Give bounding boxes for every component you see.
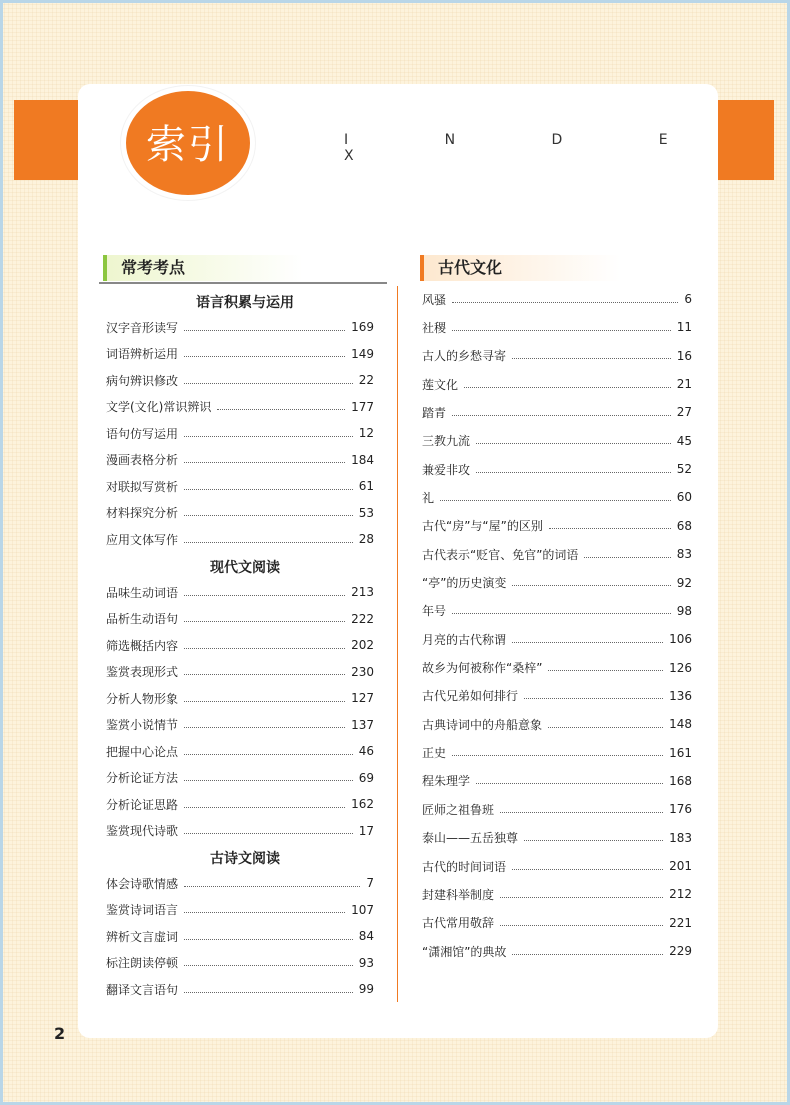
index-entry — [106, 424, 374, 442]
entry-page: 184 — [351, 452, 374, 467]
entry-label: 社稷 — [422, 320, 447, 335]
index-entry — [106, 318, 374, 336]
entry-label: 封建科举制度 — [422, 887, 495, 902]
dot-leader — [184, 595, 345, 596]
entry-label: “潇湘馆”的典故 — [422, 944, 507, 959]
entry-label: 程朱理学 — [422, 774, 471, 789]
index-entry — [422, 772, 692, 790]
entry-page: 201 — [669, 859, 692, 873]
index-entry — [422, 403, 692, 421]
index-subtitle: I N D E X — [344, 132, 714, 164]
entry-label: 匠师之祖鲁班 — [422, 802, 495, 817]
dot-leader — [184, 912, 345, 913]
index-entry — [422, 800, 692, 818]
entry-label: 兼爱非攻 — [422, 462, 471, 477]
index-entry — [422, 687, 692, 705]
index-entry — [422, 347, 692, 365]
entry-page: 68 — [676, 518, 692, 533]
entry-page: 92 — [676, 575, 692, 590]
index-entry — [106, 451, 374, 469]
entry-label: 鉴赏表现形式 — [106, 665, 179, 679]
entry-label: 古代“房”与“屋”的区别 — [422, 519, 543, 534]
index-entry — [106, 980, 374, 998]
entry-label: 风骚 — [422, 292, 447, 307]
subheading-modern-reading: 现代文阅读 — [210, 560, 280, 576]
entry-label: 标注朗读停顿 — [106, 956, 179, 970]
entry-page: 99 — [358, 982, 374, 996]
section-heading-left: 常考考点 — [103, 255, 303, 281]
index-entry — [422, 829, 692, 847]
subheading-classical-reading: 古诗文阅读 — [210, 851, 280, 867]
index-entry — [106, 345, 374, 363]
dot-leader — [452, 302, 678, 303]
index-entry — [106, 822, 374, 840]
index-entry — [106, 477, 374, 495]
entry-page: 137 — [351, 717, 374, 732]
entry-label: 汉字音形读写 — [106, 320, 179, 335]
entry-label: 莲文化 — [422, 377, 459, 392]
index-entry — [106, 530, 374, 548]
entry-page: 69 — [358, 770, 374, 785]
entry-label: 翻译文言语句 — [106, 982, 179, 997]
dot-leader — [184, 489, 353, 490]
index-entry — [106, 795, 374, 813]
entry-label: 辨析文言虚词 — [106, 929, 179, 944]
entry-page: 107 — [351, 902, 374, 917]
left-heading-rule — [99, 282, 387, 284]
entry-page: 202 — [351, 638, 374, 652]
dot-leader — [452, 613, 671, 614]
dot-leader — [184, 992, 353, 993]
entry-page: 16 — [676, 348, 692, 363]
entry-page: 98 — [676, 603, 692, 618]
dot-leader — [452, 755, 663, 756]
index-entry — [106, 636, 374, 654]
entry-label: 鉴赏小说情节 — [106, 718, 179, 732]
dot-leader — [476, 472, 671, 473]
entry-label: 月亮的古代称谓 — [422, 632, 507, 647]
index-entry — [106, 371, 374, 389]
index-entry — [422, 375, 692, 393]
index-entry — [106, 398, 374, 416]
entry-page: 52 — [676, 462, 692, 477]
dot-leader — [184, 754, 353, 755]
entry-page: 136 — [669, 688, 692, 703]
entry-page: 127 — [351, 691, 374, 705]
index-entry — [422, 460, 692, 478]
dot-leader — [217, 409, 345, 410]
index-entry — [422, 630, 692, 648]
entry-page: 213 — [351, 585, 374, 599]
dot-leader — [184, 965, 353, 966]
entry-page: 177 — [351, 399, 374, 414]
entry-page: 168 — [669, 773, 692, 788]
entry-page: 162 — [351, 797, 374, 811]
entry-label: 漫画表格分析 — [106, 453, 179, 467]
entry-page: 169 — [351, 320, 374, 334]
index-entry — [106, 769, 374, 787]
entry-page: 221 — [669, 915, 692, 930]
dot-leader — [184, 727, 345, 728]
dot-leader — [464, 387, 671, 388]
index-entry — [106, 689, 374, 707]
entry-label: 分析论证方法 — [106, 771, 179, 785]
dot-leader — [184, 436, 353, 437]
index-entry — [106, 742, 374, 760]
dot-leader — [184, 886, 360, 887]
entry-page: 22 — [358, 373, 374, 387]
index-entry — [106, 504, 374, 522]
index-entry — [422, 545, 692, 563]
dot-leader — [184, 542, 353, 543]
page-title: 索引 — [146, 122, 230, 168]
page-number: 2 — [54, 1024, 66, 1043]
entry-page: 46 — [358, 744, 374, 758]
entry-page: 149 — [351, 346, 374, 361]
entry-label: 古代常用敬辞 — [422, 916, 495, 931]
entry-page: 53 — [358, 505, 374, 520]
entry-label: 三教九流 — [422, 434, 471, 449]
entry-page: 93 — [358, 955, 374, 970]
entry-page: 126 — [669, 660, 692, 675]
dot-leader — [512, 869, 663, 870]
entry-label: 筛选概括内容 — [106, 638, 179, 653]
index-entry — [422, 857, 692, 875]
index-entry — [422, 744, 692, 762]
dot-leader — [512, 642, 663, 643]
entry-label: 踏青 — [422, 405, 447, 420]
entry-label: 礼 — [422, 490, 435, 505]
dot-leader — [184, 780, 353, 781]
entry-page: 176 — [669, 802, 692, 817]
entry-page: 45 — [676, 433, 692, 448]
index-entry — [422, 885, 692, 903]
entry-label: 古代表示“贬官、免官”的词语 — [422, 547, 579, 562]
entry-label: 应用文体写作 — [106, 532, 179, 547]
index-entry — [106, 583, 374, 601]
entry-page: 161 — [669, 745, 692, 760]
dot-leader — [184, 356, 345, 357]
dot-leader — [549, 528, 671, 529]
entry-label: 体会诗歌情感 — [106, 876, 179, 891]
entry-label: 文学(文化)常识辨识 — [106, 400, 212, 414]
entry-page: 222 — [351, 611, 374, 626]
entry-page: 28 — [358, 532, 374, 546]
entry-label: 分析论证思路 — [106, 797, 179, 812]
index-entry — [422, 488, 692, 506]
entry-label: 把握中心论点 — [106, 744, 179, 759]
dot-leader — [184, 939, 353, 940]
entry-label: 正史 — [422, 746, 447, 761]
entry-page: 60 — [676, 490, 692, 505]
dot-leader — [476, 443, 671, 444]
dot-leader — [184, 515, 353, 516]
index-entry — [422, 432, 692, 450]
entry-page: 230 — [351, 664, 374, 679]
dot-leader — [524, 698, 663, 699]
entry-label: 古代兄弟如何排行 — [422, 689, 519, 704]
dot-leader — [512, 358, 671, 359]
entry-label: 鉴赏现代诗歌 — [106, 824, 179, 838]
index-entry — [422, 290, 692, 308]
index-entry — [106, 610, 374, 628]
entry-label: 语句仿写运用 — [106, 426, 179, 441]
dot-leader — [548, 727, 663, 728]
entry-label: 鉴赏诗词语言 — [106, 903, 179, 917]
entry-label: 品味生动词语 — [106, 585, 179, 600]
entry-page: 11 — [676, 320, 692, 335]
entry-label: 泰山——五岳独尊 — [422, 831, 519, 846]
dot-leader — [184, 462, 345, 463]
dot-leader — [184, 383, 353, 384]
entry-label: 分析人物形象 — [106, 691, 179, 706]
entry-page: 27 — [676, 405, 692, 420]
dot-leader — [184, 807, 345, 808]
dot-leader — [184, 330, 345, 331]
entry-page: 83 — [676, 547, 692, 562]
index-entry — [422, 659, 692, 677]
dot-leader — [440, 500, 671, 501]
index-entry — [422, 517, 692, 535]
dot-leader — [500, 925, 663, 926]
entry-label: 古人的乡愁寻寄 — [422, 349, 507, 364]
index-entry — [106, 954, 374, 972]
dot-leader — [584, 557, 670, 558]
entry-page: 106 — [669, 632, 692, 647]
entry-label: “亭”的历史演变 — [422, 576, 507, 590]
dot-leader — [524, 840, 663, 841]
dot-leader — [184, 648, 345, 649]
entry-page: 6 — [684, 292, 692, 306]
subheading-language: 语言积累与运用 — [196, 295, 294, 311]
entry-page: 17 — [358, 823, 374, 838]
entry-label: 病句辨识修改 — [106, 373, 179, 388]
dot-leader — [548, 670, 663, 671]
entry-label: 对联拟写赏析 — [106, 479, 179, 494]
title-badge — [121, 86, 255, 200]
index-entry — [106, 716, 374, 734]
entry-label: 古典诗词中的舟船意象 — [422, 717, 543, 732]
entry-page: 148 — [669, 717, 692, 732]
dot-leader — [476, 783, 663, 784]
entry-page: 212 — [669, 887, 692, 902]
entry-page: 21 — [676, 377, 692, 392]
dot-leader — [184, 701, 345, 702]
column-divider — [397, 286, 398, 1002]
entry-label: 故乡为何被称作“桑梓” — [422, 661, 543, 676]
entry-label: 材料探究分析 — [106, 506, 179, 520]
entry-page: 7 — [366, 876, 374, 890]
dot-leader — [184, 621, 345, 622]
index-entry — [106, 927, 374, 945]
dot-leader — [452, 415, 671, 416]
dot-leader — [452, 330, 671, 331]
entry-page: 61 — [358, 479, 374, 493]
dot-leader — [500, 812, 663, 813]
index-entry — [422, 715, 692, 733]
dot-leader — [184, 674, 345, 675]
entry-label: 词语辨析运用 — [106, 347, 179, 361]
entry-page: 84 — [358, 929, 374, 943]
index-entry — [422, 602, 692, 620]
index-entry — [106, 901, 374, 919]
dot-leader — [500, 897, 663, 898]
entry-page: 229 — [669, 944, 692, 959]
index-entry — [422, 942, 692, 960]
index-entry — [422, 914, 692, 932]
entry-label: 品析生动语句 — [106, 612, 179, 626]
index-entry — [106, 663, 374, 681]
entry-page: 12 — [358, 426, 374, 440]
dot-leader — [512, 585, 670, 586]
dot-leader — [184, 833, 353, 834]
section-heading-right: 古代文化 — [420, 255, 620, 281]
index-entry — [422, 318, 692, 336]
index-entry — [106, 874, 374, 892]
entry-label: 年号 — [422, 604, 447, 619]
dot-leader — [512, 954, 663, 955]
entry-label: 古代的时间词语 — [422, 859, 507, 874]
index-entry — [422, 574, 692, 592]
entry-page: 183 — [669, 830, 692, 845]
